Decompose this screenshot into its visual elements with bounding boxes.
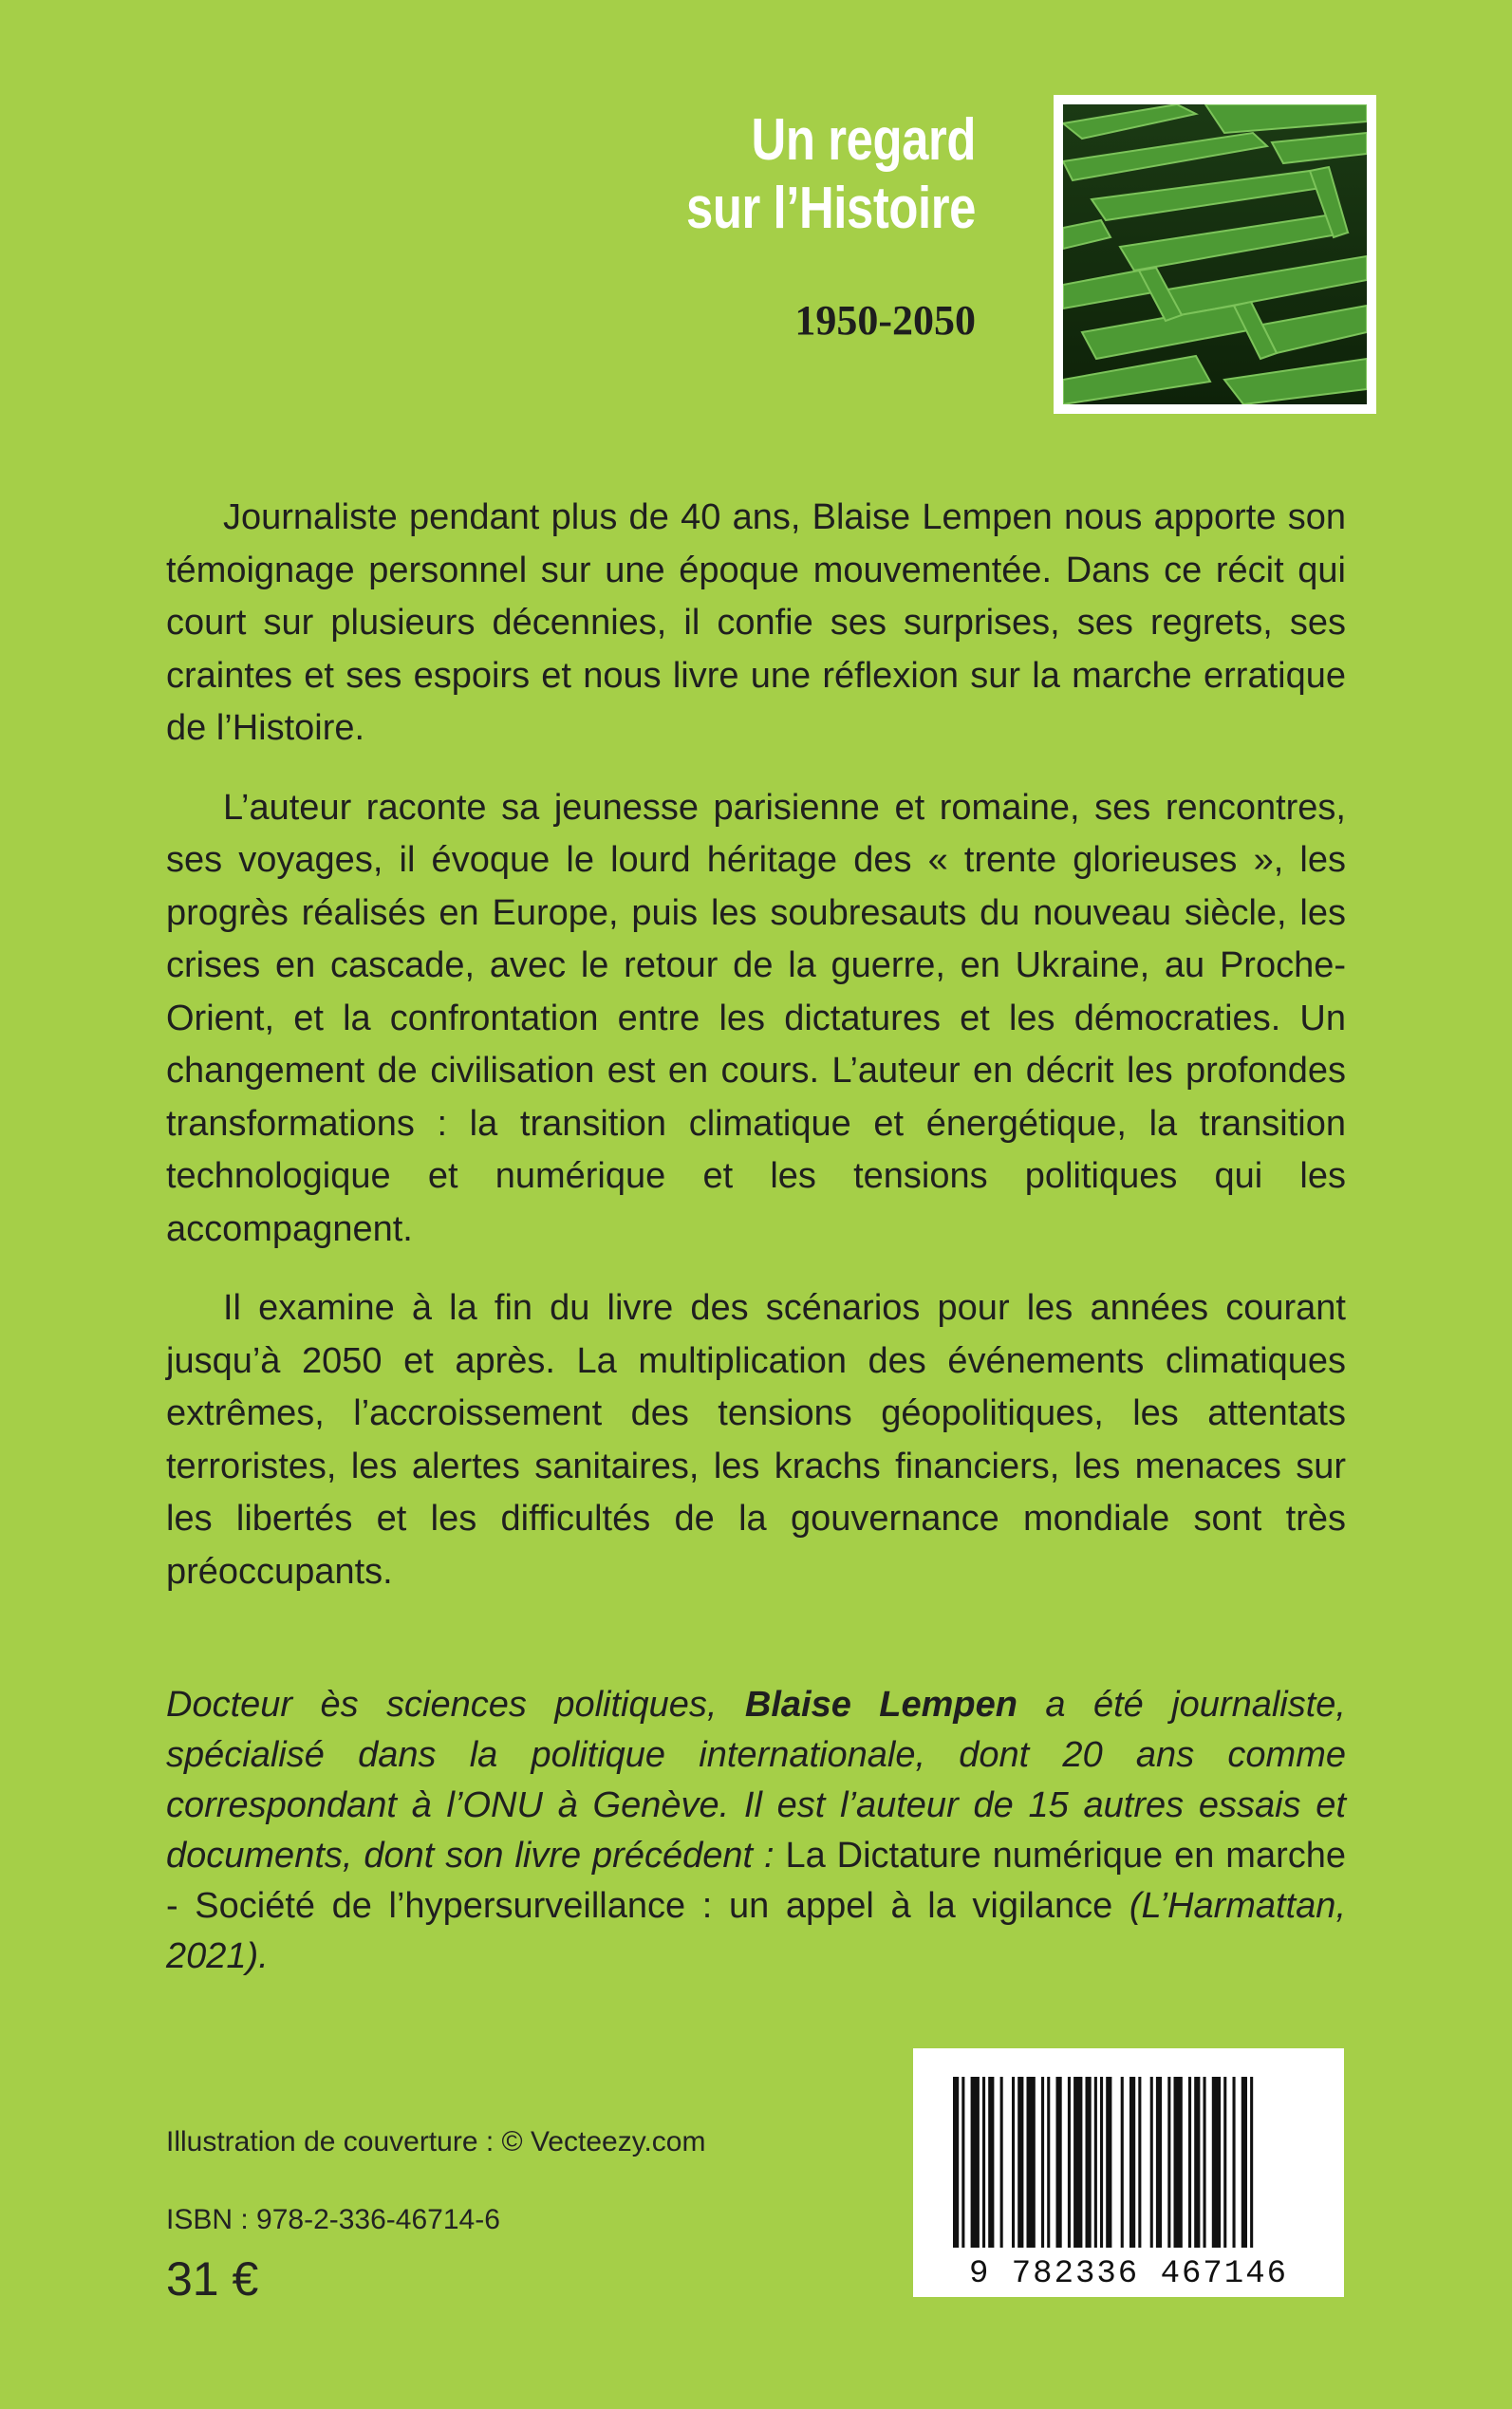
barcode-bar: [1167, 2077, 1170, 2248]
title-line-1: Un regard: [751, 107, 976, 173]
barcode-digits: 9 782336 467146: [968, 2256, 1289, 2292]
barcode-bar: [988, 2077, 994, 2248]
barcode-bar: [1047, 2077, 1050, 2248]
barcode-bar: [1017, 2077, 1023, 2248]
barcode-bar: [1041, 2077, 1044, 2248]
bio-book-title: La Dictature numérique en marche - Société de l’hypersurveillance : un appel à la vigilance: [166, 1836, 1346, 1926]
bio-intro: Docteur ès sciences politiques,: [166, 1685, 745, 1725]
barcode-bar: [1156, 2077, 1162, 2248]
barcode-bar: [1250, 2077, 1253, 2248]
barcode-bar: [1012, 2077, 1015, 2248]
barcode-bar: [1121, 2077, 1124, 2248]
book-years: 1950-2050: [794, 297, 976, 344]
barcode: [913, 2048, 1344, 2297]
barcode-bar: [1212, 2077, 1221, 2248]
barcode-bar: [971, 2077, 980, 2248]
barcode-bar: [1056, 2077, 1062, 2248]
summary-paragraph-2: L’auteur raconte sa jeunesse parisienne et romaine, ses rencontres, ses voyages, il évoque le lourd héritage des « trente glorieuses », les progrès réalisés en Europe, puis les soubresauts du nouveau siècle, les crises en cascade, avec le retour de la guerre, en Ukraine, au Proche-Orient, et la confrontation entre les dictatures et les démocraties. Un changement de civilisation est en cours. L’auteur en décrit les profondes transformations : la transition climatique et énergétique, la transition technologique et numérique et les tensions politiques qui les accompagnent.: [166, 787, 1346, 1249]
barcode-bar: [1233, 2077, 1236, 2248]
barcode-bar: [961, 2077, 964, 2248]
barcode-bar: [1129, 2077, 1135, 2248]
summary-paragraph-3: Il examine à la fin du livre des scénarios pour les années courant jusqu’à 2050 et après. La multiplication des événements climatiques extrêmes, l’accroissement des tensions géopolitiques, les attentats terroristes, les alertes sanitaires, les krachs financiers, les menaces sur les libertés et les difficultés de la gouvernance mondiale sont très préoccupants.: [166, 1288, 1346, 1592]
barcode-bar: [1188, 2077, 1191, 2248]
book-title: [686, 106, 976, 243]
author-bio: [166, 1680, 1346, 1982]
bio-publisher: (L’Harmattan, 2021).: [166, 1886, 1347, 1976]
barcode-bar: [1000, 2077, 1003, 2248]
back-cover-summary: [166, 492, 1346, 1625]
barcode-bar: [953, 2077, 959, 2248]
barcode-bar: [1194, 2077, 1200, 2248]
barcode-bar: [1086, 2077, 1092, 2248]
barcode-bar: [1150, 2077, 1153, 2248]
barcode-bar: [1073, 2077, 1082, 2248]
barcode-bar: [1027, 2077, 1036, 2248]
barcode-bar: [1094, 2077, 1097, 2248]
hedge-maze-illustration: [1063, 104, 1367, 404]
illustration-credit: Illustration de couverture : © Vecteezy.com: [166, 2126, 706, 2157]
price: 31 €: [166, 2252, 259, 2306]
barcode-bar: [1138, 2077, 1141, 2248]
cover-image-frame: [1054, 95, 1376, 414]
isbn: ISBN : 978-2-336-46714-6: [166, 2204, 500, 2235]
barcode-graphic: [913, 2048, 1344, 2297]
bio-author-name: Blaise Lempen: [744, 1685, 1017, 1725]
barcode-bar: [1204, 2077, 1206, 2248]
barcode-bar: [1068, 2077, 1071, 2248]
bio-description: a été journaliste, spécialisé dans la politique internationale, dont 20 ans comme correspondant à l’ONU à Genève. Il est l’auteur de 15 autres essais et documents, dont son livre précédent :: [166, 1685, 1346, 1876]
barcode-bar: [1100, 2077, 1103, 2248]
barcode-bar: [1106, 2077, 1111, 2248]
barcode-bar: [1223, 2077, 1226, 2248]
barcode-bar: [1241, 2077, 1247, 2248]
barcode-bar: [1174, 2077, 1183, 2248]
barcode-bar: [982, 2077, 985, 2248]
title-line-2: sur l’Histoire: [685, 176, 976, 241]
summary-paragraph-1: Journaliste pendant plus de 40 ans, Blaise Lempen nous apporte son témoignage personnel sur une époque mouvementée. Dans ce récit qui court sur plusieurs décennies, il confie ses surprises, ses regrets, ses craintes et ses espoirs et nous livre une réflexion sur la marche erratique de l’Histoire.: [166, 497, 1346, 748]
